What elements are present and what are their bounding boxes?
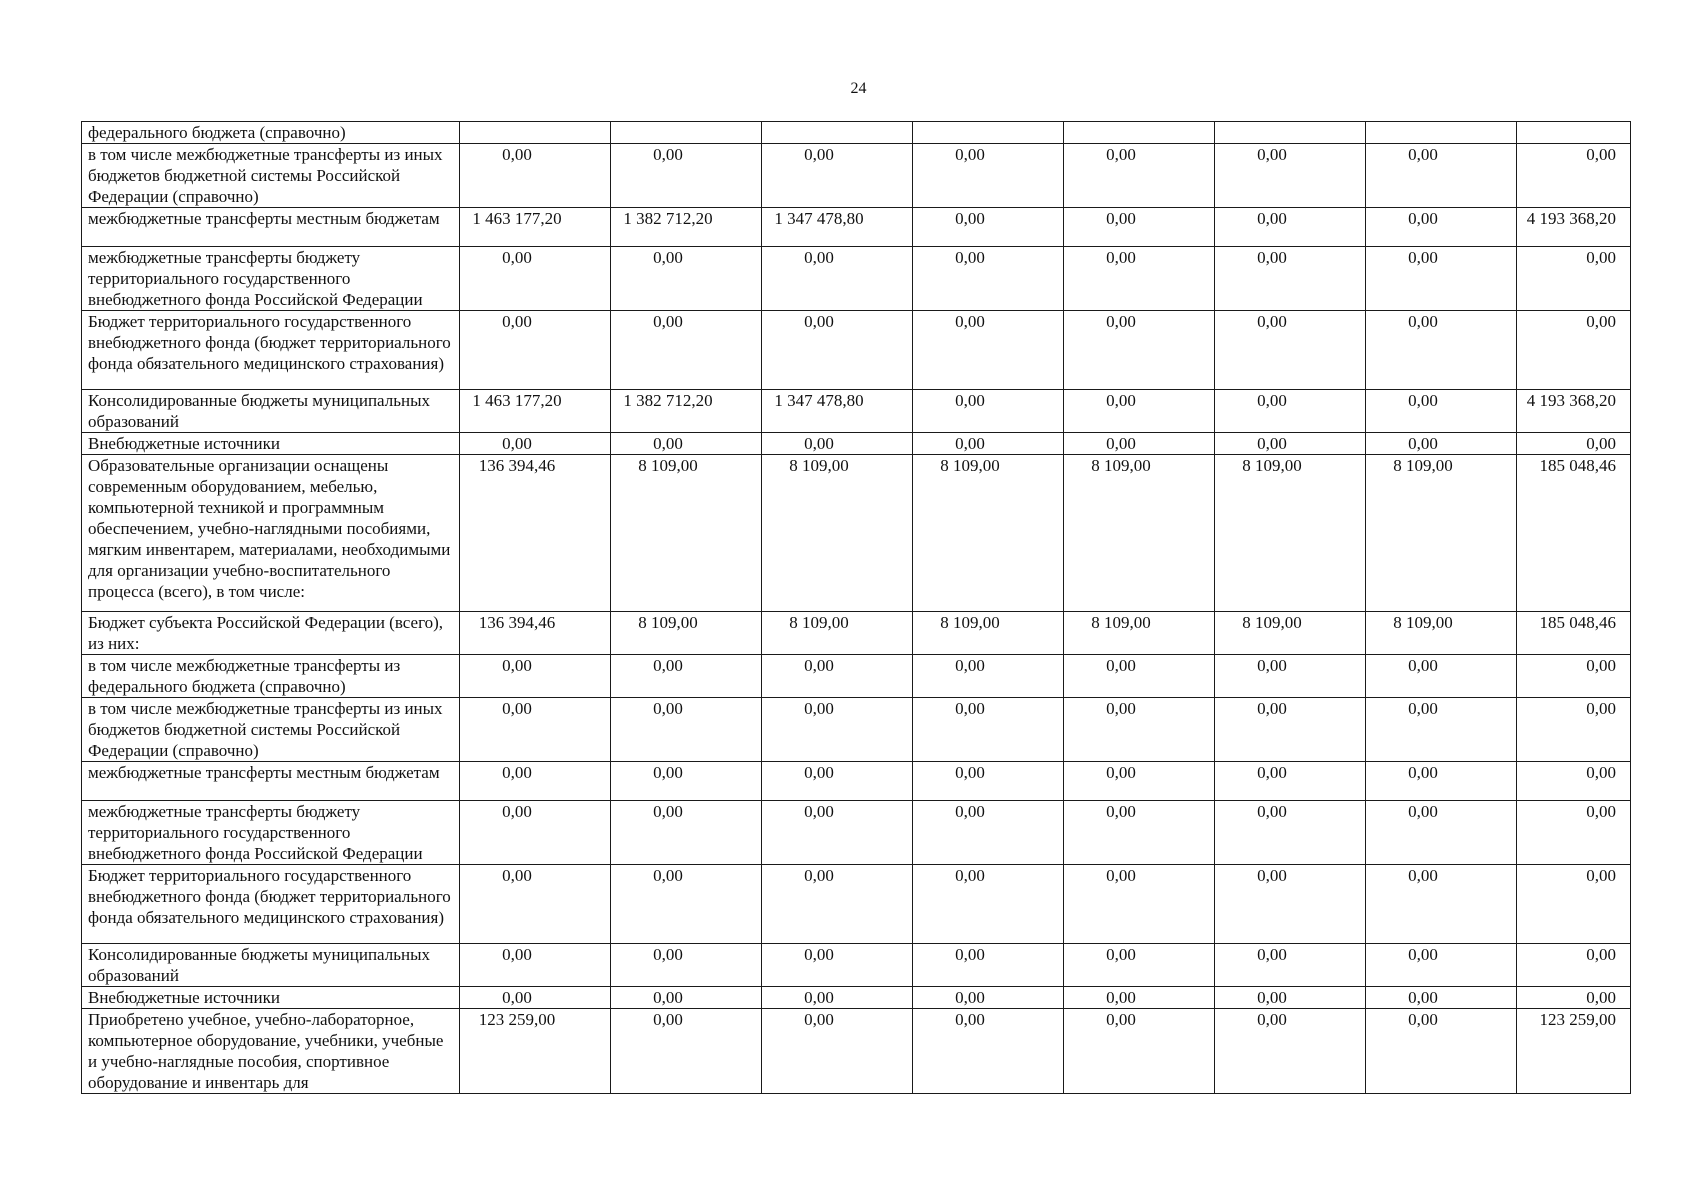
value-cell: 0,00 xyxy=(1215,655,1366,698)
value-cell xyxy=(460,122,611,144)
value-cell xyxy=(1215,122,1366,144)
row-label: межбюджетные трансферты бюджету территориального государственного внебюджетного фонда Российской Федерации xyxy=(82,801,460,865)
value-cell: 8 109,00 xyxy=(1064,455,1215,612)
value-cell xyxy=(1517,122,1631,144)
value-cell: 0,00 xyxy=(1215,698,1366,762)
row-label: Образовательные организации оснащены современным оборудованием, мебелью, компьютерной техникой и программным обеспечением, учебно-наглядными пособиями, мягким инвентарем, материалами, необходимыми для организации учебно-воспитательного процесса (всего), в том числе: xyxy=(82,455,460,612)
value-cell: 0,00 xyxy=(1064,311,1215,390)
budget-table-body xyxy=(82,122,1631,1094)
value-cell: 0,00 xyxy=(1366,698,1517,762)
value-cell: 0,00 xyxy=(913,698,1064,762)
table-row xyxy=(82,311,1631,390)
value-cell xyxy=(762,122,913,144)
value-cell: 0,00 xyxy=(1366,311,1517,390)
value-cell: 0,00 xyxy=(913,865,1064,944)
value-cell: 0,00 xyxy=(1517,433,1631,455)
value-cell: 0,00 xyxy=(1366,390,1517,433)
value-cell: 0,00 xyxy=(1366,208,1517,247)
value-cell: 0,00 xyxy=(913,390,1064,433)
value-cell: 8 109,00 xyxy=(913,455,1064,612)
value-cell: 0,00 xyxy=(1064,987,1215,1009)
value-cell: 0,00 xyxy=(1064,655,1215,698)
value-cell: 0,00 xyxy=(762,655,913,698)
value-cell: 0,00 xyxy=(762,944,913,987)
table-row xyxy=(82,655,1631,698)
value-cell: 0,00 xyxy=(1517,762,1631,801)
value-cell: 0,00 xyxy=(611,433,762,455)
table-row xyxy=(82,144,1631,208)
value-cell: 0,00 xyxy=(913,247,1064,311)
table-row xyxy=(82,455,1631,612)
value-cell: 136 394,46 xyxy=(460,455,611,612)
value-cell xyxy=(1366,122,1517,144)
value-cell: 0,00 xyxy=(913,433,1064,455)
table-row xyxy=(82,762,1631,801)
value-cell: 0,00 xyxy=(762,144,913,208)
value-cell: 8 109,00 xyxy=(762,612,913,655)
row-label: в том числе межбюджетные трансферты из иных бюджетов бюджетной системы Российской Федерации (справочно) xyxy=(82,698,460,762)
value-cell: 0,00 xyxy=(1366,144,1517,208)
value-cell: 0,00 xyxy=(460,865,611,944)
value-cell: 8 109,00 xyxy=(1064,612,1215,655)
value-cell: 0,00 xyxy=(1517,655,1631,698)
row-label: межбюджетные трансферты местным бюджетам xyxy=(82,762,460,801)
value-cell: 0,00 xyxy=(762,433,913,455)
value-cell: 123 259,00 xyxy=(460,1009,611,1094)
value-cell: 0,00 xyxy=(762,698,913,762)
table-row xyxy=(82,390,1631,433)
row-label: межбюджетные трансферты местным бюджетам xyxy=(82,208,460,247)
value-cell: 8 109,00 xyxy=(1366,455,1517,612)
value-cell: 185 048,46 xyxy=(1517,612,1631,655)
value-cell: 0,00 xyxy=(1366,655,1517,698)
table-row xyxy=(82,208,1631,247)
value-cell: 0,00 xyxy=(1517,801,1631,865)
value-cell: 136 394,46 xyxy=(460,612,611,655)
value-cell: 8 109,00 xyxy=(611,455,762,612)
value-cell: 0,00 xyxy=(1215,762,1366,801)
value-cell: 0,00 xyxy=(1215,987,1366,1009)
value-cell: 0,00 xyxy=(762,865,913,944)
value-cell: 0,00 xyxy=(1064,698,1215,762)
table-row xyxy=(82,122,1631,144)
value-cell: 0,00 xyxy=(762,311,913,390)
table-row xyxy=(82,698,1631,762)
budget-table xyxy=(81,121,1631,1094)
row-label: Внебюджетные источники xyxy=(82,433,460,455)
table-row xyxy=(82,612,1631,655)
value-cell: 0,00 xyxy=(1064,247,1215,311)
value-cell: 0,00 xyxy=(1215,208,1366,247)
value-cell: 8 109,00 xyxy=(762,455,913,612)
value-cell: 0,00 xyxy=(762,247,913,311)
value-cell: 0,00 xyxy=(1517,865,1631,944)
value-cell: 0,00 xyxy=(611,144,762,208)
value-cell: 0,00 xyxy=(1215,801,1366,865)
value-cell: 1 347 478,80 xyxy=(762,208,913,247)
value-cell: 0,00 xyxy=(1366,987,1517,1009)
value-cell: 0,00 xyxy=(1064,762,1215,801)
value-cell: 0,00 xyxy=(913,1009,1064,1094)
value-cell: 0,00 xyxy=(1517,311,1631,390)
value-cell: 0,00 xyxy=(1215,144,1366,208)
table-row xyxy=(82,433,1631,455)
value-cell: 0,00 xyxy=(460,801,611,865)
value-cell: 0,00 xyxy=(611,247,762,311)
value-cell: 0,00 xyxy=(1064,865,1215,944)
row-label: Бюджет субъекта Российской Федерации (всего), из них: xyxy=(82,612,460,655)
table-row xyxy=(82,801,1631,865)
value-cell: 0,00 xyxy=(611,1009,762,1094)
value-cell: 0,00 xyxy=(762,1009,913,1094)
value-cell: 1 382 712,20 xyxy=(611,390,762,433)
value-cell: 1 382 712,20 xyxy=(611,208,762,247)
value-cell: 8 109,00 xyxy=(1366,612,1517,655)
value-cell: 0,00 xyxy=(1366,762,1517,801)
value-cell: 185 048,46 xyxy=(1517,455,1631,612)
value-cell: 0,00 xyxy=(913,762,1064,801)
value-cell: 0,00 xyxy=(460,433,611,455)
value-cell: 0,00 xyxy=(460,944,611,987)
table-row xyxy=(82,865,1631,944)
table-row xyxy=(82,247,1631,311)
value-cell: 8 109,00 xyxy=(1215,455,1366,612)
value-cell: 0,00 xyxy=(1215,1009,1366,1094)
value-cell: 123 259,00 xyxy=(1517,1009,1631,1094)
value-cell: 8 109,00 xyxy=(611,612,762,655)
value-cell: 0,00 xyxy=(913,801,1064,865)
value-cell: 1 463 177,20 xyxy=(460,208,611,247)
value-cell: 8 109,00 xyxy=(913,612,1064,655)
row-label: Приобретено учебное, учебно-лабораторное, компьютерное оборудование, учебники, учебные и учебно-наглядные пособия, спортивное оборудование и инвентарь для xyxy=(82,1009,460,1094)
value-cell: 0,00 xyxy=(913,987,1064,1009)
row-label: Бюджет территориального государственного внебюджетного фонда (бюджет территориального фонда обязательного медицинского страхования) xyxy=(82,311,460,390)
row-label: в том числе межбюджетные трансферты из федерального бюджета (справочно) xyxy=(82,655,460,698)
value-cell: 0,00 xyxy=(611,865,762,944)
value-cell: 4 193 368,20 xyxy=(1517,390,1631,433)
value-cell: 0,00 xyxy=(1215,944,1366,987)
value-cell: 0,00 xyxy=(762,801,913,865)
value-cell: 0,00 xyxy=(1366,801,1517,865)
value-cell: 0,00 xyxy=(1215,311,1366,390)
value-cell: 0,00 xyxy=(611,762,762,801)
page-number: 24 xyxy=(850,80,867,97)
value-cell: 0,00 xyxy=(1517,987,1631,1009)
value-cell: 0,00 xyxy=(762,987,913,1009)
value-cell: 0,00 xyxy=(611,655,762,698)
table-row xyxy=(82,987,1631,1009)
value-cell: 0,00 xyxy=(611,698,762,762)
value-cell: 0,00 xyxy=(1215,247,1366,311)
row-label: в том числе межбюджетные трансферты из иных бюджетов бюджетной системы Российской Федерации (справочно) xyxy=(82,144,460,208)
value-cell: 0,00 xyxy=(460,762,611,801)
value-cell: 0,00 xyxy=(460,311,611,390)
value-cell: 0,00 xyxy=(1215,433,1366,455)
value-cell xyxy=(1064,122,1215,144)
value-cell: 0,00 xyxy=(1215,390,1366,433)
value-cell: 0,00 xyxy=(913,144,1064,208)
value-cell xyxy=(913,122,1064,144)
value-cell: 0,00 xyxy=(913,944,1064,987)
row-label: межбюджетные трансферты бюджету территориального государственного внебюджетного фонда Российской Федерации xyxy=(82,247,460,311)
value-cell: 0,00 xyxy=(1366,433,1517,455)
row-label: Бюджет территориального государственного внебюджетного фонда (бюджет территориального фонда обязательного медицинского страхования) xyxy=(82,865,460,944)
value-cell: 0,00 xyxy=(1366,865,1517,944)
value-cell: 0,00 xyxy=(1366,944,1517,987)
value-cell: 0,00 xyxy=(460,144,611,208)
value-cell: 0,00 xyxy=(1064,433,1215,455)
value-cell: 0,00 xyxy=(1064,944,1215,987)
value-cell: 0,00 xyxy=(460,655,611,698)
row-label: Консолидированные бюджеты муниципальных образований xyxy=(82,390,460,433)
value-cell: 0,00 xyxy=(611,944,762,987)
value-cell: 0,00 xyxy=(913,655,1064,698)
value-cell: 0,00 xyxy=(1517,698,1631,762)
value-cell: 0,00 xyxy=(913,208,1064,247)
value-cell: 0,00 xyxy=(460,987,611,1009)
value-cell: 0,00 xyxy=(1517,944,1631,987)
value-cell: 0,00 xyxy=(460,698,611,762)
value-cell: 0,00 xyxy=(1366,247,1517,311)
table-row xyxy=(82,1009,1631,1094)
row-label: федерального бюджета (справочно) xyxy=(82,122,460,144)
value-cell: 0,00 xyxy=(762,762,913,801)
row-label: Внебюджетные источники xyxy=(82,987,460,1009)
value-cell: 0,00 xyxy=(611,311,762,390)
value-cell: 0,00 xyxy=(460,247,611,311)
value-cell: 0,00 xyxy=(1064,144,1215,208)
value-cell: 1 463 177,20 xyxy=(460,390,611,433)
value-cell: 4 193 368,20 xyxy=(1517,208,1631,247)
value-cell: 0,00 xyxy=(1064,390,1215,433)
value-cell: 0,00 xyxy=(1215,865,1366,944)
value-cell: 0,00 xyxy=(1366,1009,1517,1094)
value-cell: 0,00 xyxy=(913,311,1064,390)
value-cell: 0,00 xyxy=(1517,144,1631,208)
value-cell: 0,00 xyxy=(1064,208,1215,247)
value-cell: 0,00 xyxy=(611,801,762,865)
value-cell xyxy=(611,122,762,144)
table-row xyxy=(82,944,1631,987)
value-cell: 0,00 xyxy=(611,987,762,1009)
value-cell: 0,00 xyxy=(1517,247,1631,311)
value-cell: 0,00 xyxy=(1064,801,1215,865)
value-cell: 0,00 xyxy=(1064,1009,1215,1094)
value-cell: 1 347 478,80 xyxy=(762,390,913,433)
row-label: Консолидированные бюджеты муниципальных образований xyxy=(82,944,460,987)
value-cell: 8 109,00 xyxy=(1215,612,1366,655)
